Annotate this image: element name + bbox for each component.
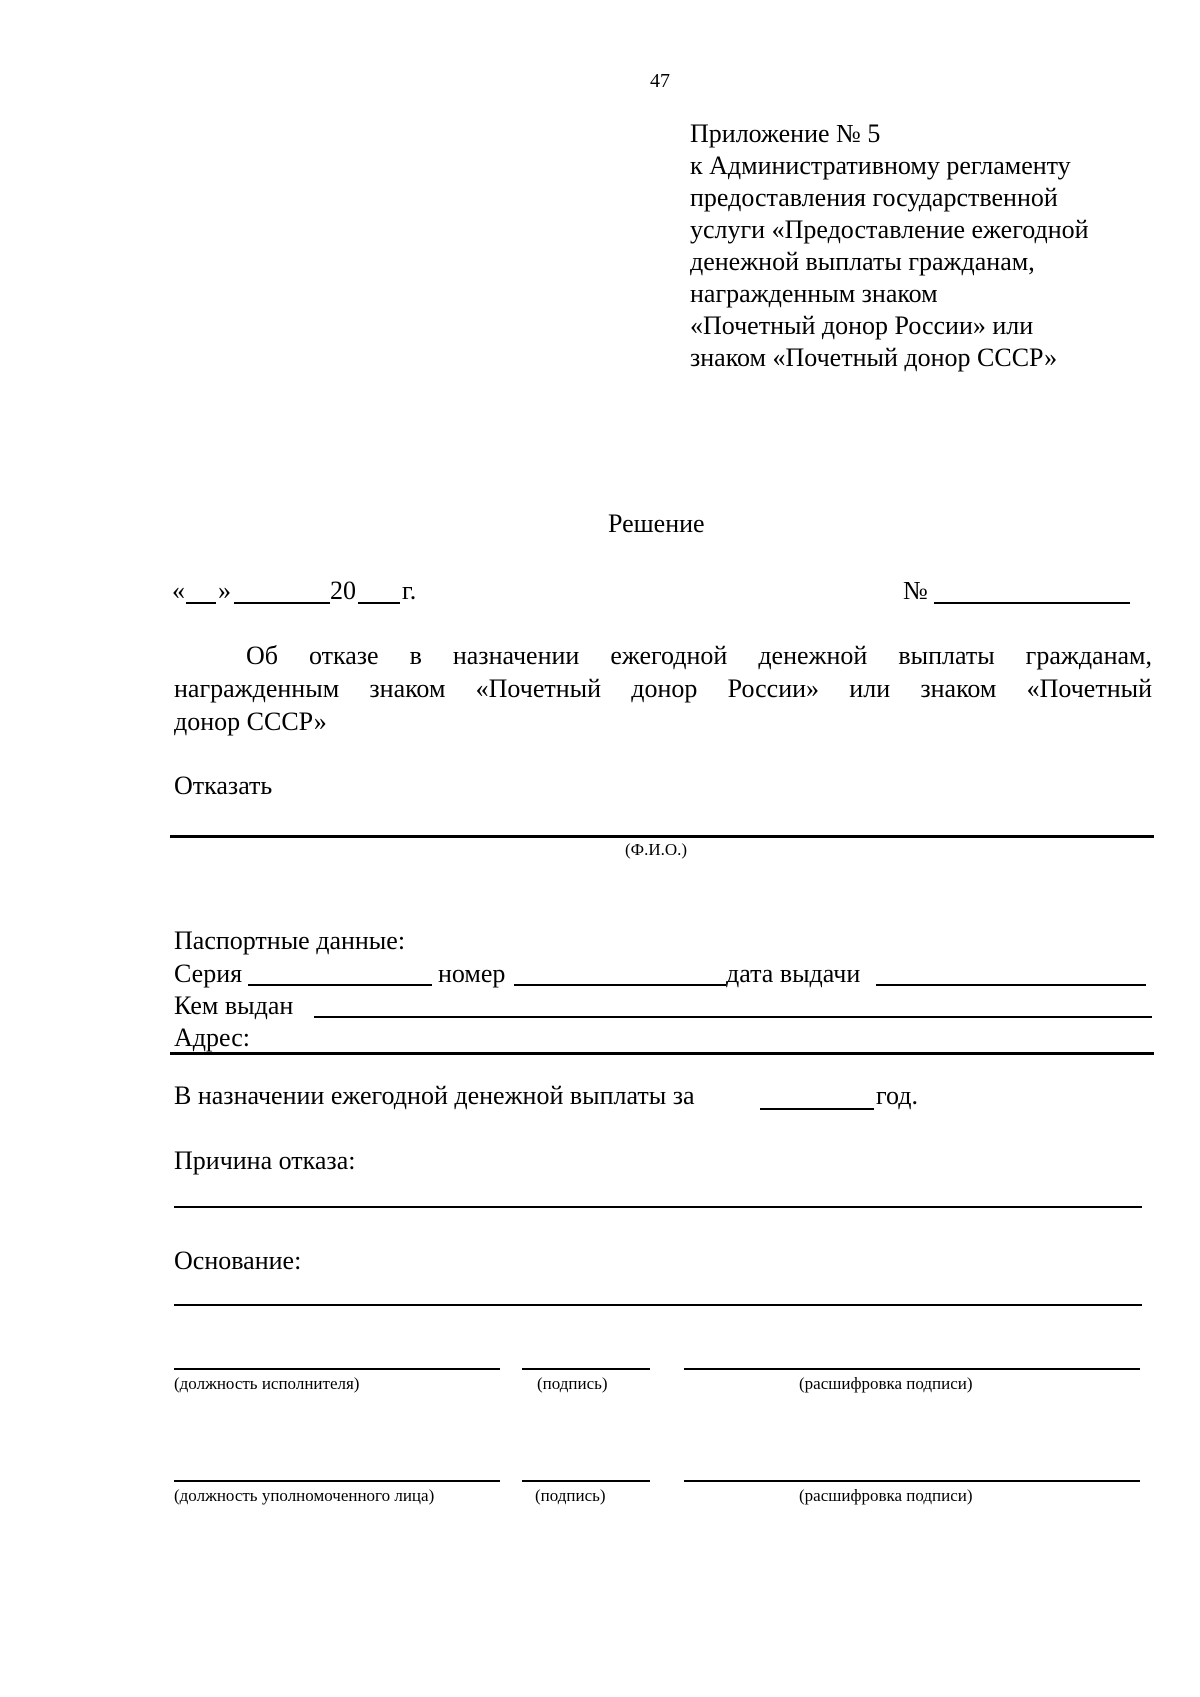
issue-date-blank-line[interactable] — [876, 984, 1146, 986]
basis-blank-line[interactable] — [174, 1304, 1142, 1306]
appendix-line: предоставления государственной — [690, 183, 1058, 212]
issue-date-label: дата выдачи — [726, 959, 861, 988]
signature-decoding-line[interactable] — [684, 1368, 1140, 1370]
series-label: Серия — [174, 959, 243, 988]
issued-by-blank-line[interactable] — [314, 1016, 1152, 1018]
subject-line: Об отказе в назначении ежегодной денежной выплаты гражданам, — [246, 641, 1152, 670]
number-blank-line[interactable] — [934, 602, 1130, 604]
appendix-line: Приложение № 5 — [690, 119, 881, 148]
year-blank-line[interactable] — [358, 602, 400, 604]
series-blank-line[interactable] — [248, 984, 432, 986]
decoding-caption: (расшифровка подписи) — [799, 1486, 973, 1505]
basis-label: Основание: — [174, 1246, 302, 1275]
reason-blank-line[interactable] — [174, 1206, 1142, 1208]
number-label: № — [903, 576, 928, 605]
passport-heading: Паспортные данные: — [174, 926, 406, 955]
passport-number-blank-line[interactable] — [514, 984, 726, 986]
date-open-quote: « — [172, 576, 185, 605]
address-label: Адрес: — [174, 1023, 250, 1052]
reason-label: Причина отказа: — [174, 1146, 356, 1175]
payment-text: В назначении ежегодной денежной выплаты за — [174, 1081, 695, 1110]
signature-caption: (подпись) — [537, 1374, 608, 1393]
subject-line: донор СССР» — [174, 707, 327, 736]
position-signature-line[interactable] — [174, 1368, 500, 1370]
address-line[interactable] — [170, 1052, 1154, 1055]
payment-suffix: год. — [876, 1081, 918, 1110]
date-close-quote: » — [218, 576, 231, 605]
fio-caption: (Ф.И.О.) — [625, 840, 688, 859]
position-signature-line[interactable] — [174, 1480, 500, 1482]
year-suffix: г. — [402, 576, 417, 605]
appendix-line: услуги «Предоставление ежегодной — [690, 215, 1089, 244]
refuse-label: Отказать — [174, 771, 273, 800]
position-caption: (должность уполномоченного лица) — [174, 1486, 435, 1505]
payment-year-blank-line[interactable] — [760, 1108, 874, 1110]
position-caption: (должность исполнителя) — [174, 1374, 360, 1393]
appendix-line: знаком «Почетный донор СССР» — [690, 343, 1058, 372]
subject-line: награжденным знаком «Почетный донор России» или знаком «Почетный — [174, 674, 1152, 703]
year-prefix: 20 — [330, 576, 356, 605]
decoding-caption: (расшифровка подписи) — [799, 1374, 973, 1393]
month-blank-line[interactable] — [234, 602, 330, 604]
number-field-label: номер — [438, 959, 506, 988]
signature-caption: (подпись) — [535, 1486, 606, 1505]
day-blank-line[interactable] — [186, 602, 216, 604]
appendix-line: награжденным знаком — [690, 279, 938, 308]
issued-by-label: Кем выдан — [174, 991, 294, 1020]
appendix-line: «Почетный донор России» или — [690, 311, 1034, 340]
document-title: Решение — [608, 509, 705, 538]
appendix-line: денежной выплаты гражданам, — [690, 247, 1035, 276]
appendix-line: к Административному регламенту — [690, 151, 1071, 180]
signature-decoding-line[interactable] — [684, 1480, 1140, 1482]
signature-line[interactable] — [522, 1368, 650, 1370]
page-number: 47 — [650, 70, 670, 92]
fio-line[interactable] — [170, 835, 1154, 838]
signature-line[interactable] — [522, 1480, 650, 1482]
